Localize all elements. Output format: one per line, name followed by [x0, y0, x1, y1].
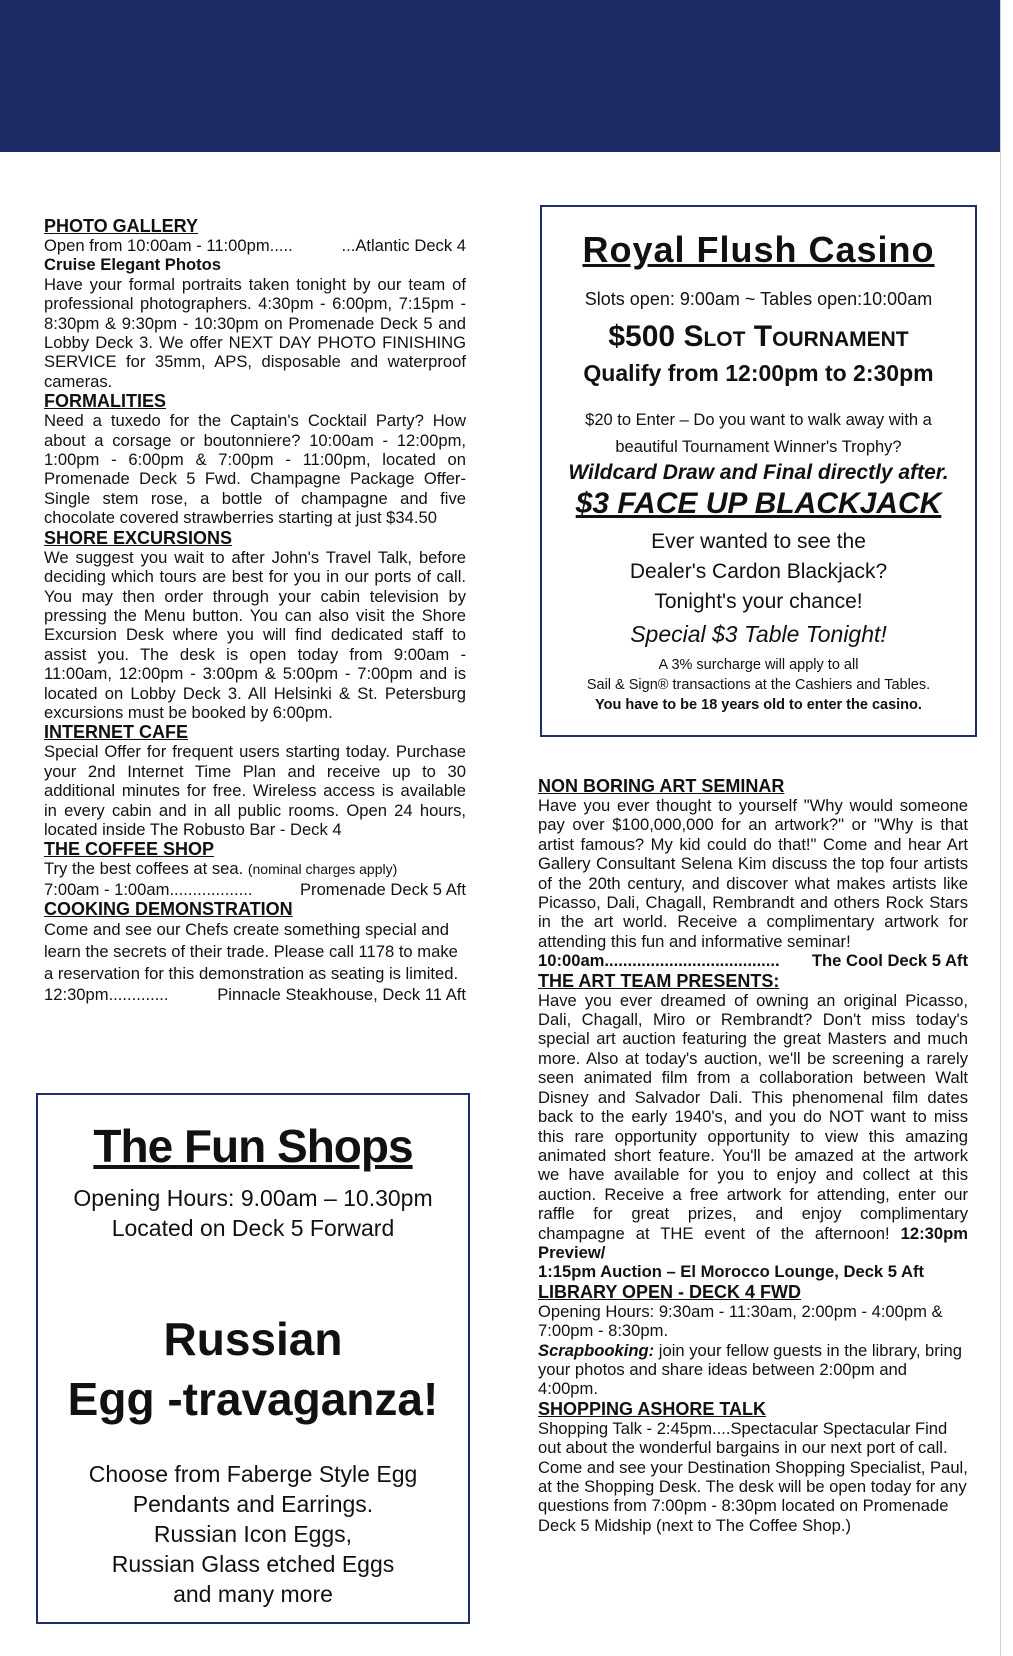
shopping-section: [538, 1399, 968, 1535]
casino-surcharge-2: Sail & Sign® transactions at the Cashiers and Tables.: [586, 677, 931, 693]
photo-gallery-subheading: Cruise Elegant Photos: [44, 255, 222, 275]
library-scrap-body: join your fellow guests in the library, bring your photos and share ideas between 2:00pm and 4:00pm.: [538, 1340, 962, 1399]
coffee-shop-section: [44, 839, 466, 899]
coffee-shop-hours-left: 7:00am - 1:00am..................: [44, 879, 253, 899]
casino-special: Special $3 Table Tonight!: [630, 621, 887, 647]
photo-gallery-hours-left: Open from 10:00am - 11:00pm.....: [44, 236, 293, 255]
casino-title: Royal Flush Casino: [582, 229, 935, 270]
art-seminar-heading: NON BORING ART SEMINAR: [538, 776, 785, 796]
art-team-section: [538, 971, 968, 1282]
cooking-demo-section: [44, 899, 466, 1004]
art-team-heading: THE ART TEAM PRESENTS:: [538, 970, 780, 991]
casino-blackjack: $3 FACE UP BLACKJACK: [575, 487, 942, 520]
internet-cafe-body: Special Offer for frequent users starting today. Purchase your 2nd Internet Time Plan and receive up to 30 additional minutes for free. Wireless access is available in every cabin and in all public rooms. Open 24 hours, located inside The Robusto Bar - Deck 4: [44, 742, 466, 839]
coffee-shop-tagline: Try the best coffees at sea.: [44, 859, 244, 879]
photo-gallery-hours-right: ...Atlantic Deck 4: [341, 236, 466, 255]
art-seminar-time-right: The Cool Deck 5 Aft: [811, 951, 968, 971]
fun-shops-title: The Fun Shops: [93, 1120, 413, 1172]
fun-shops-box: [36, 1093, 470, 1624]
header-banner: [0, 0, 1000, 152]
cooking-demo-time: [44, 985, 466, 1004]
art-team-auction: 1:15pm Auction – El Morocco Lounge, Deck 5 Aft: [538, 1262, 925, 1282]
casino-tournament: $500 Slot Tournament: [608, 320, 909, 353]
shore-excursions-heading: SHORE EXCURSIONS: [44, 527, 233, 548]
art-seminar-section: [538, 776, 968, 971]
photo-gallery-heading: PHOTO GALLERY: [44, 216, 199, 236]
casino-age: You have to be 18 years old to enter the casino.: [595, 697, 922, 713]
fun-shops-desc-2: Pendants and Earrings.: [132, 1491, 374, 1517]
fun-shops-location: Located on Deck 5 Forward: [111, 1215, 395, 1241]
casino-qualify: Qualify from 12:00pm to 2:30pm: [583, 360, 934, 386]
library-heading: LIBRARY OPEN - DECK 4 FWD: [538, 1281, 802, 1302]
cooking-demo-heading: COOKING DEMONSTRATION: [44, 899, 293, 920]
photo-gallery-section: [44, 216, 466, 391]
art-seminar-time: [538, 951, 968, 970]
fun-shops-desc-4: Russian Glass etched Eggs: [111, 1551, 395, 1577]
art-team-body-text: Have you ever dreamed of owning an original Picasso, Dali, Chagall, Miro or Rembrandt? Don't miss today's special art auction featuring the great Masters and much more. Also at today's auction, we'll be screening a rarely seen animated film from a collaboration between Walt Disney and Salvador Dali. This phenomenal film dates back to the early 1940's, and you do NOT want to miss this rare opportunity opportunity to view this amazing animated short feature. You'll be amazed at the artwork we have available for you to enjoy and collect at this auction. Receive a free artwork for attending, enter our raffle for great prizes, and enjoy complimentary champagne at THE event of the afternoon!: [538, 990, 968, 1243]
fun-shops-headline: [48, 1309, 458, 1429]
casino-box: [540, 205, 977, 737]
coffee-shop-line: [44, 859, 466, 879]
shore-excursions-body: We suggest you wait to after John's Travel Talk, before deciding which tours are best for you in our ports of call. You may then order through your cabin television by pressing the Menu button. You can also visit the Shore Excursion Desk where you will find dedicated staff to assist you. The desk is open today from 9:00am - 11:00am, 12:00pm - 3:00pm & 5:00pm - 7:00pm and is located on Lobby Deck 3. All Helsinki & St. Petersburg excursions must be booked by 6:00pm.: [44, 547, 466, 722]
casino-enter-1: $20 to Enter – Do you want to walk away with a: [585, 411, 932, 429]
formalities-body: Need a tuxedo for the Captain's Cocktail Party? How about a corsage or boutonniere? 10:00am - 12:00pm, 1:00pm - 6:00pm & 7:00pm - 11:00pm, located on Promenade Deck 5 Fwd. Champagne Package Offer- Single stem rose, a bottle of champagne and five chocolate covered strawberries starting at just $34.50: [44, 411, 466, 528]
casino-wildcard: Wildcard Draw and Final directly after.: [568, 461, 949, 484]
shopping-heading: SHOPPING ASHORE TALK: [538, 1398, 767, 1419]
fun-shops-desc-1: Choose from Faberge Style Egg: [88, 1461, 418, 1487]
coffee-shop-note: (nominal charges apply): [247, 861, 398, 878]
fun-shops-desc-3: Russian Icon Eggs,: [153, 1521, 353, 1547]
shore-excursions-section: [44, 528, 466, 723]
internet-cafe-heading: INTERNET CAFE: [44, 722, 188, 743]
library-scrapbooking: [538, 1341, 968, 1399]
shopping-body: Shopping Talk - 2:45pm....Spectacular Spectacular Find out about the wonderful bargains in our next port of call. Come and see your Destination Shopping Specialist, Paul, at the Shopping Desk. The desk will be open today for any questions from 7:00pm - 8:30pm located on Promenade Deck 5 Midship (next to The Coffee Shop.): [538, 1418, 968, 1535]
cooking-demo-body: Come and see our Chefs create something special and learn the secrets of their trade. Please call 1178 to make a reservation for this demonstration as seating is limited.: [44, 920, 459, 984]
fun-shops-headline-1: Russian: [163, 1313, 343, 1365]
casino-surcharge-1: A 3% surcharge will apply to all: [658, 657, 859, 673]
photo-gallery-body: Have your formal portraits taken tonight by our team of professional photographers. 4:30pm - 6:00pm, 7:15pm - 8:30pm & 9:30pm - 10:30pm on Promenade Deck 5 and Lobby Deck 3. We offer NEXT DAY PHOTO FINISHING SERVICE for 35mm, APS, disposable and waterproof cameras.: [44, 274, 466, 391]
formalities-heading: FORMALITIES: [44, 391, 166, 412]
coffee-shop-hours-right: Promenade Deck 5 Aft: [299, 879, 466, 899]
fun-shops-hours: Opening Hours: 9.00am – 10.30pm: [73, 1185, 433, 1211]
art-team-preview: 12:30pm Preview/: [538, 1223, 968, 1262]
art-seminar-time-left: 10:00am......................................: [538, 951, 780, 971]
coffee-shop-heading: THE COFFEE SHOP: [44, 839, 215, 860]
right-column: [538, 776, 968, 1535]
casino-enter-2: beautiful Tournament Winner's Trophy?: [615, 438, 902, 456]
casino-question-3: Tonight's your chance!: [654, 590, 863, 613]
page-edge: [1000, 0, 1013, 1656]
fun-shops-headline-2: Egg -travaganza!: [67, 1373, 439, 1425]
fun-shops-desc-5: and many more: [173, 1581, 333, 1607]
art-team-body: [538, 991, 968, 1263]
casino-open-hours: Slots open: 9:00am ~ Tables open:10:00am: [584, 289, 933, 309]
cooking-demo-time-right: Pinnacle Steakhouse, Deck 11 Aft: [217, 985, 466, 1005]
library-section: [538, 1282, 968, 1399]
cooking-demo-time-left: 12:30pm.............: [44, 985, 169, 1005]
art-seminar-body: Have you ever thought to yourself "Why would someone pay over $100,000,000 for an artwork?" or "Why is that artist famous? My kid could do that!" Come and hear Art Gallery Consultant Selena Kim discuss the top four artists of the 20th century, and discover what makes artists like Picasso, Dali, Chagall, Rembrandt and others Rock Stars in the art world. Receive a complimentary artwork for attending this fun and informative seminar!: [538, 796, 968, 951]
left-column: [44, 216, 466, 1005]
coffee-shop-hours: [44, 880, 466, 899]
casino-question-2: Dealer's Cardon Blackjack?: [629, 560, 888, 583]
casino-question-1: Ever wanted to see the: [651, 530, 866, 553]
library-scrap-label: Scrapbooking:: [538, 1340, 655, 1360]
internet-cafe-section: [44, 722, 466, 839]
library-hours: Opening Hours: 9:30am - 11:30am, 2:00pm - 4:00pm & 7:00pm - 8:30pm.: [538, 1301, 943, 1341]
fun-shops-description: [48, 1459, 458, 1609]
photo-gallery-hours: [44, 236, 466, 255]
formalities-section: [44, 391, 466, 527]
